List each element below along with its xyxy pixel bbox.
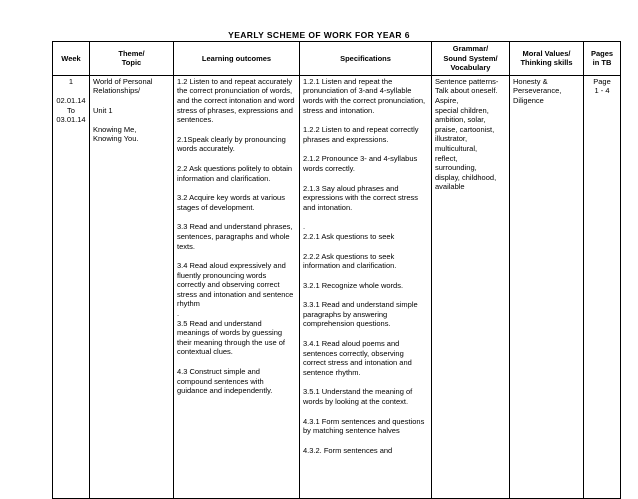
outcome-item: 2.1Speak clearly by pronouncing words accurately. [177, 134, 286, 154]
outcomes-cell [174, 75, 300, 498]
spec-item: 3.3.1 Read and understand simple paragraphs by answering comprehension questions. [303, 300, 418, 329]
header-learning-outcomes: Learning outcomes [174, 42, 300, 76]
table-row [53, 75, 621, 498]
header-row [53, 42, 621, 76]
moral-values-cell: Honesty & Perseverance, Diligence [510, 75, 584, 498]
header-theme-topic: Theme/ Topic [90, 42, 174, 76]
grammar-vocabulary-cell: Sentence patterns- Talk about oneself. Aspire, special children, ambition, solar, praise, cartoonist, illustrator, multicultural, reflect, surrounding, display, childhood, available [432, 75, 510, 498]
outcome-item: 4.3 Construct simple and compound sentences with guidance and independently. [177, 367, 273, 396]
spec-item: 3.5.1 Understand the meaning of words by looking at the context. [303, 387, 413, 407]
spec-item: 2.1.2 Pronounce 3- and 4-syllabus words correctly. [303, 154, 418, 173]
header-pages-in-tb: Pages in TB [584, 42, 621, 76]
specifications-cell [300, 75, 432, 498]
outcome-item: 2.2 Ask questions politely to obtain information and clarification. [177, 163, 293, 183]
spec-item: 1.2.1 Listen and repeat the pronunciation of 3-and 4-syllable words with the correct pronunciation, stress and intonation. [303, 76, 426, 115]
spec-item: 1.2.2 Listen to and repeat correctly phrases and expressions. [303, 125, 419, 144]
header-specifications: Specifications [300, 42, 432, 76]
outcome-item: 3.2 Acquire key words at various stages of development. [177, 193, 285, 212]
document-title: YEARLY SCHEME OF WORK FOR YEAR 6 [228, 30, 410, 40]
spec-item: 3.4.1 Read aloud poems and sentences correctly, observing correct stress and intonation and sentence rhythm. [303, 339, 412, 377]
header-grammar-sound-vocabulary: Grammar/ Sound System/ Vocabulary [432, 42, 510, 76]
spec-item: 2.2.2 Ask questions to seek information and clarification. [303, 251, 397, 271]
header-week: Week [53, 42, 90, 76]
outcome-item: 1.2 Listen to and repeat accurately the correct pronunciation of words, and the correct intonation and word stress of phrases, expressions and sentences. [177, 76, 295, 125]
spec-item: 4.3.2. Form sentences and [303, 445, 393, 455]
outcome-item: 3.3 Read and understand phrases, sentences, paragraphs and whole texts. [177, 222, 293, 251]
week-cell: 1 02.01.14 To 03.01.14 [53, 75, 90, 498]
outcome-item: 3.4 Read aloud expressively and fluently pronouncing words correctly and observing correct stress and intonation and sentence rhythm . 3.5 Read and understand meanings of words by guessing their meaning through the use of contextual clues. [177, 261, 294, 357]
spec-item: 2.1.3 Say aloud phrases and expressions with the correct stress and intonation. [303, 183, 419, 212]
theme-cell: World of Personal Relationships/ Unit 1 Knowing Me, Knowing You. [90, 75, 174, 498]
spec-item: 3.2.1 Recognize whole words. [303, 280, 404, 290]
spec-item: . 2.2.1 Ask questions to seek [303, 222, 395, 241]
pages-cell: Page 1 - 4 [584, 75, 621, 498]
spec-item: 4.3.1 Form sentences and questions by matching sentence halves [303, 416, 425, 436]
header-moral-values-thinking-skills: Moral Values/ Thinking skills [510, 42, 584, 76]
scheme-table [52, 41, 621, 499]
